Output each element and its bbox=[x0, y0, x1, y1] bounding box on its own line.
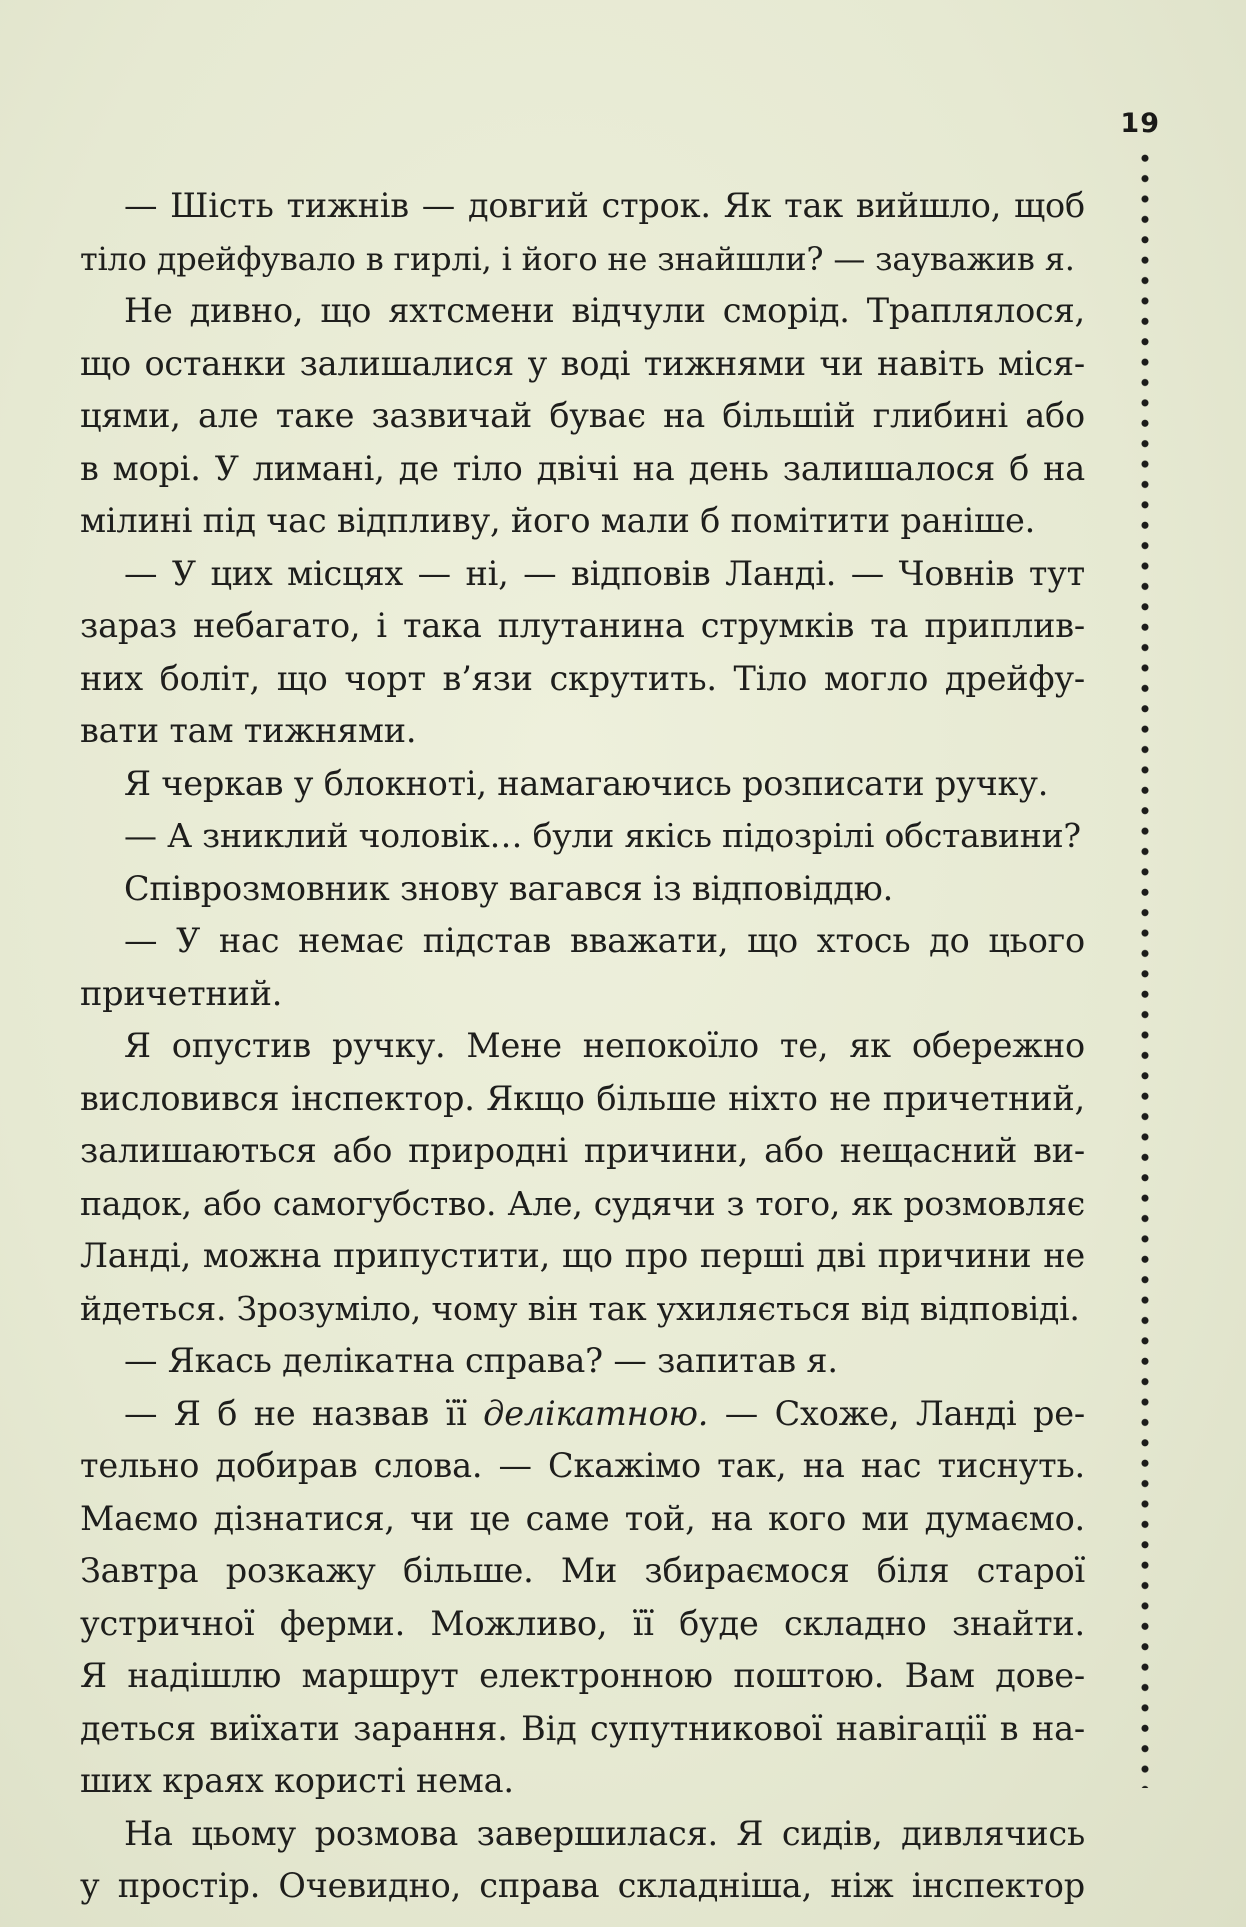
text-line: тіло дрейфувало в гирлі, і його не знайшли? — зауважив я. bbox=[80, 239, 1075, 278]
page-number: 19 bbox=[1120, 108, 1160, 139]
text-line: — А зниклий чоловік… були якісь підозрілі обставини? bbox=[124, 816, 1081, 855]
text-line: тельно добирав слова. — Скажімо так, на нас тиснуть. bbox=[80, 1446, 1085, 1485]
italic-word: делікатною. bbox=[483, 1393, 709, 1433]
text-line: — Шість тижнів — довгий строк. Як так вийшло, щоб bbox=[124, 186, 1085, 225]
text-fragment: — Я б не назвав її bbox=[124, 1393, 484, 1433]
text-line: Співрозмовник знову вагався із відповіддю. bbox=[124, 868, 894, 908]
text-line: Я черкав у блокноті, намагаючись розписати ручку. bbox=[124, 763, 1049, 803]
text-line: Я надішлю маршрут електронною поштою. Вам дове- bbox=[80, 1656, 1085, 1695]
text-line: Ланді, можна припустити, що про перші дві причини не bbox=[80, 1236, 1085, 1275]
text-line: висловився інспектор. Якщо більше ніхто не причетний, bbox=[80, 1078, 1085, 1118]
text-fragment: — Схоже, Ланді ре- bbox=[708, 1393, 1085, 1433]
text-line: цями, але таке зазвичай буває на більшій глибині або bbox=[80, 396, 1085, 435]
text-line: деться виїхати зарання. Від супутникової навігації в на- bbox=[80, 1708, 1085, 1748]
text-line: залишаються або природні причини, або нещасний ви- bbox=[80, 1131, 1085, 1170]
text-line: у простір. Очевидно, справа складніша, ніж інспектор bbox=[80, 1866, 1085, 1905]
text-line: мілині під час відпливу, його мали б помітити раніше. bbox=[80, 501, 1036, 540]
text-line: вати там тижнями. bbox=[80, 711, 417, 750]
body-text bbox=[80, 180, 1085, 1913]
text-line: — Якась делікатна справа? — запитав я. bbox=[124, 1341, 838, 1380]
text-line: Не дивно, що яхтсмени відчули сморід. Траплялося, bbox=[124, 291, 1085, 330]
text-line: — У цих місцях — ні, — відповів Ланді. — Човнів тут bbox=[124, 553, 1085, 593]
text-line: в морі. У лимані, де тіло двічі на день залишалося б на bbox=[80, 448, 1085, 488]
text-line: Завтра розкажу більше. Ми збираємося біля старої bbox=[80, 1551, 1085, 1590]
text-line: На цьому розмова завершилася. Я сидів, дивлячись bbox=[124, 1813, 1085, 1853]
text-line: зараз небагато, і така плутанина струмків та приплив- bbox=[80, 606, 1085, 645]
dotted-margin-rule bbox=[1140, 148, 1150, 1788]
text-line: — У нас немає підстав вважати, що хтось до цього bbox=[124, 921, 1085, 960]
text-line bbox=[80, 1388, 1085, 1441]
text-line: падок, або самогубство. Але, судячи з того, як розмовляє bbox=[80, 1183, 1085, 1223]
text-line: ших краях користі нема. bbox=[80, 1761, 514, 1800]
text-line: них боліт, що чорт в’язи скрутить. Тіло могло дрейфу- bbox=[80, 658, 1085, 698]
text-line: Я опустив ручку. Мене непокоїло те, як обережно bbox=[124, 1026, 1085, 1065]
text-line: що останки залишалися у воді тижнями чи навіть міся- bbox=[80, 343, 1085, 383]
text-line: устричної ферми. Можливо, її буде складно знайти. bbox=[80, 1603, 1085, 1643]
text-line: йдеться. Зрозуміло, чому він так ухиляється від відповіді. bbox=[80, 1288, 1080, 1328]
text-line: причетний. bbox=[80, 973, 283, 1013]
text-line: Маємо дізнатися, чи це саме той, на кого ми думаємо. bbox=[80, 1498, 1085, 1538]
